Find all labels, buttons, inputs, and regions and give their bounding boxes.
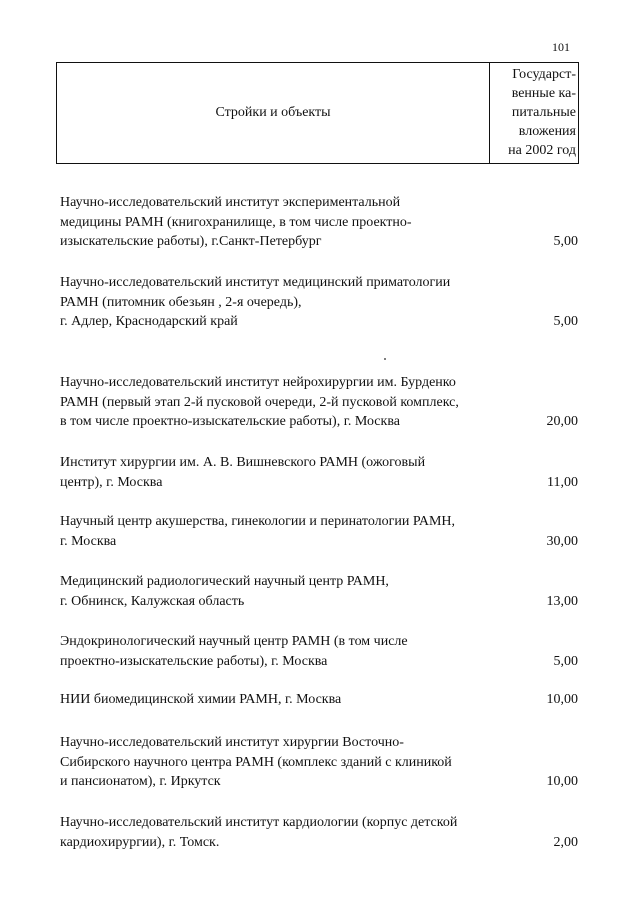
entry-value: 20,00: [546, 414, 578, 429]
list-item: [60, 193, 578, 252]
list-item: [60, 632, 578, 671]
list-item: [60, 453, 578, 492]
entry-name: Научно-исследовательский институт экспериментальной медицины РАМН (книгохранилище, в том числе проектно- изыскательские работы), г.Санкт-Петербург: [60, 195, 412, 249]
entry-value: 2,00: [553, 834, 578, 850]
entry-value: 5,00: [553, 234, 578, 249]
entry-name: Научно-исследовательский институт медицинский приматологии РАМН (питомник обезьян , 2-я очередь), г. Адлер, Краснодарский край: [60, 275, 451, 329]
list-item: [60, 373, 578, 432]
header-column-objects: Стройки и объекты: [57, 63, 490, 163]
entry-value: 11,00: [547, 474, 578, 490]
entry-name: Научно-исследовательский институт нейрохирургии им. Бурденко РАМН (первый этап 2-й пусковой очереди, 2-й пусковой комплекс, в том числе проектно-изыскательские работы), г. Москва: [60, 375, 459, 429]
entry-name: НИИ биомедицинской химии РАМН, г. Москва: [60, 692, 342, 707]
list-item: [60, 733, 578, 792]
entry-value: 5,00: [553, 653, 578, 669]
stray-mark: [384, 358, 386, 360]
list-item: [60, 572, 578, 611]
page-number: 101: [552, 40, 570, 54]
entry-value: 13,00: [546, 593, 578, 609]
entry-name: Научный центр акушерства, гинекологии и перинатологии РАМН, г. Москва: [60, 514, 456, 549]
list-item: [60, 813, 578, 852]
entry-value: 10,00: [546, 774, 578, 789]
entry-name: Научно-исследовательский институт хирургии Восточно- Сибирского научного центра РАМН (комплекс зданий с клиникой и пансионатом), г. Иркутск: [60, 735, 452, 789]
table-header: [56, 62, 579, 164]
entry-value: 10,00: [546, 692, 578, 707]
header-column-investments: Государст- венные ка- питальные вложения на 2002 год: [508, 67, 576, 158]
entry-name: Институт хирургии им. А. В. Вишневского РАМН (ожоговый центр), г. Москва: [60, 455, 426, 490]
entry-name: Научно-исследовательский институт кардиологии (корпус детской кардиохирургии), г. Томск.: [60, 815, 458, 850]
entry-name: Медицинский радиологический научный центр РАМН, г. Обнинск, Калужская область: [60, 574, 389, 609]
list-item: [60, 273, 578, 332]
entry-name: Эндокринологический научный центр РАМН (в том числе проектно-изыскательские работы), г. Москва: [60, 634, 408, 669]
entry-value: 5,00: [553, 314, 578, 329]
entry-value: 30,00: [546, 533, 578, 549]
list-item: [60, 690, 578, 710]
list-item: [60, 512, 578, 551]
